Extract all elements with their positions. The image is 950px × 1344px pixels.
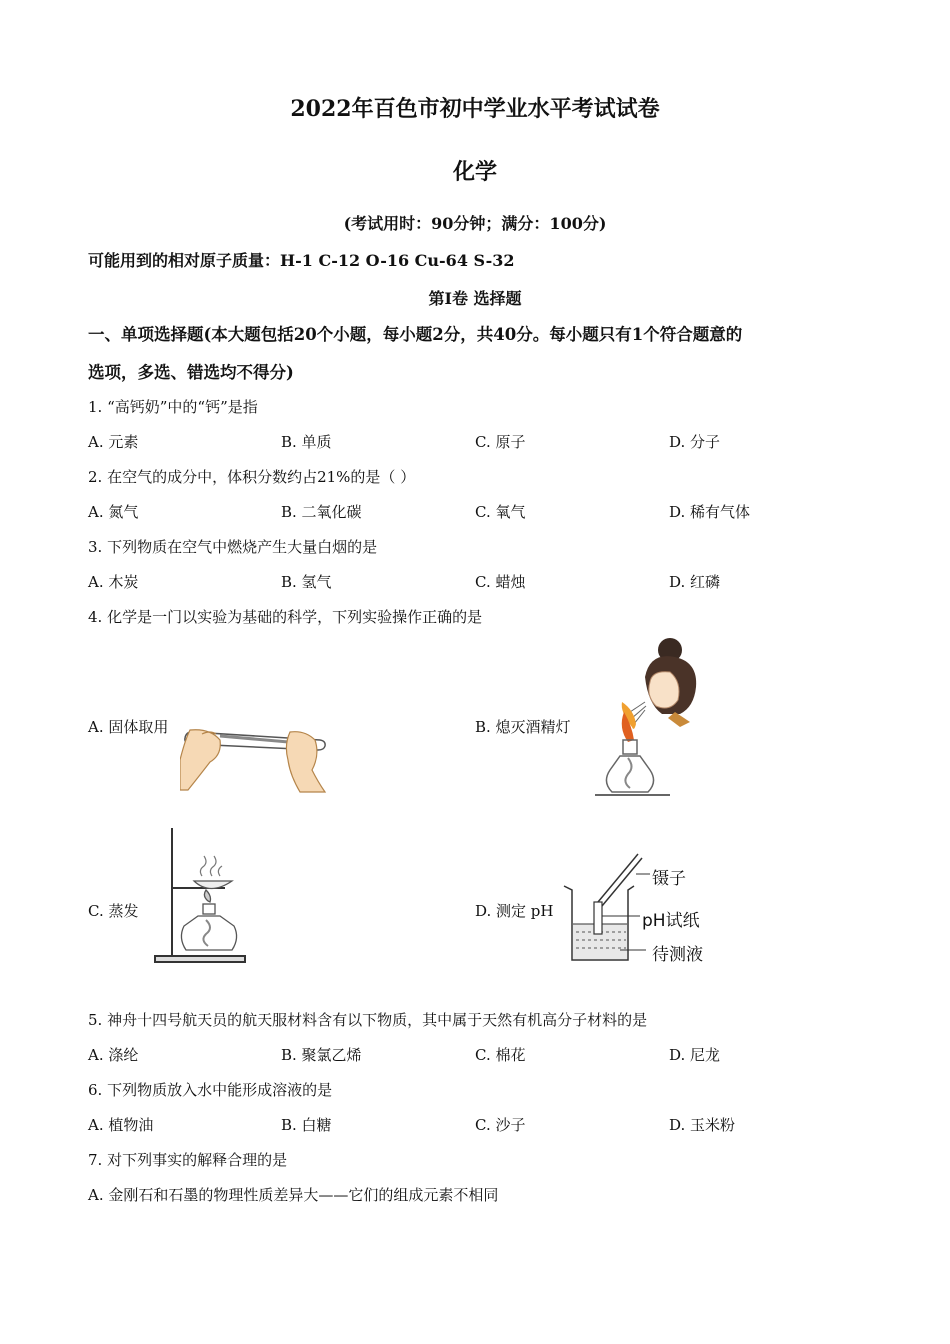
question-6: 6. 下列物质放入水中能形成溶液的是 (88, 1081, 333, 1099)
q4-option-c[interactable]: C. 蒸发 (88, 902, 139, 920)
question-5: 5. 神舟十四号航天员的航天服材料含有以下物质，其中属于天然有机高分子材料的是 (88, 1011, 648, 1029)
q4-option-b[interactable]: B. 熄灭酒精灯 (475, 718, 571, 736)
ph-paper-icon (594, 902, 602, 934)
q2-option-c[interactable]: C. 氧气 (475, 503, 526, 521)
q4-option-a[interactable]: A. 固体取用 (88, 718, 169, 736)
q1-option-d[interactable]: D. 分子 (669, 433, 721, 451)
tweezers-label: 镊子 (652, 869, 686, 889)
q6-option-c[interactable]: C. 沙子 (475, 1116, 526, 1134)
alcohol-lamp-icon (181, 890, 236, 950)
question-1: 1. “高钙奶”中的“钙”是指 (88, 398, 258, 416)
q1-option-a[interactable]: A. 元素 (88, 433, 139, 451)
alcohol-lamp-icon (595, 740, 670, 795)
blowing-lamp-figure (590, 632, 705, 802)
q5-option-d[interactable]: D. 尼龙 (669, 1046, 721, 1064)
q3-option-d[interactable]: D. 红磷 (669, 573, 721, 591)
q5-option-b[interactable]: B. 聚氯乙烯 (281, 1046, 362, 1064)
question-3: 3. 下列物质在空气中燃烧产生大量白烟的是 (88, 538, 378, 556)
section-instructions-line2: 选项，多选、错选均不得分) (88, 363, 294, 382)
q5-option-a[interactable]: A. 涤纶 (88, 1046, 139, 1064)
exam-title: 2022年百色市初中学业水平考试试卷 (290, 96, 660, 122)
tweezers-icon (598, 854, 642, 906)
q3-option-b[interactable]: B. 氢气 (281, 573, 332, 591)
q6-option-d[interactable]: D. 玉米粉 (669, 1116, 736, 1134)
solid-handling-figure (180, 700, 330, 795)
q2-option-b[interactable]: B. 二氧化碳 (281, 503, 362, 521)
iron-stand-icon (155, 828, 245, 962)
q5-option-c[interactable]: C. 棉花 (475, 1046, 526, 1064)
exam-info: (考试用时：90分钟；满分：100分) (343, 214, 607, 233)
steam-icon (200, 856, 222, 876)
atomic-masses: 可能用到的相对原子质量：H-1 C-12 O-16 Cu-64 S-32 (88, 251, 515, 270)
q3-option-c[interactable]: C. 蜡烛 (475, 573, 526, 591)
test-liquid-label: 待测液 (652, 945, 703, 965)
person-head-icon (645, 638, 696, 727)
evaporation-figure (150, 826, 250, 966)
q2-option-a[interactable]: A. 氮气 (88, 503, 139, 521)
ph-paper-label: pH试纸 (642, 911, 700, 931)
q1-option-b[interactable]: B. 单质 (281, 433, 332, 451)
question-2: 2. 在空气的成分中，体积分数约占21%的是（ ） (88, 468, 416, 486)
q2-option-d[interactable]: D. 稀有气体 (669, 503, 751, 521)
q1-option-c[interactable]: C. 原子 (475, 433, 526, 451)
right-hand-icon (286, 732, 325, 792)
q6-option-b[interactable]: B. 白糖 (281, 1116, 332, 1134)
q4-option-d[interactable]: D. 测定 pH (475, 902, 554, 920)
question-4: 4. 化学是一门以实验为基础的科学，下列实验操作正确的是 (88, 608, 483, 626)
question-7: 7. 对下列事实的解释合理的是 (88, 1151, 288, 1169)
q7-option-a[interactable]: A. 金刚石和石墨的物理性质差异大——它们的组成元素不相同 (88, 1186, 499, 1204)
left-hand-icon (180, 730, 220, 790)
q6-option-a[interactable]: A. 植物油 (88, 1116, 154, 1134)
flame-icon (622, 702, 636, 742)
subject-title: 化学 (452, 159, 497, 185)
q3-option-a[interactable]: A. 木炭 (88, 573, 139, 591)
section-instructions-line1: 一、单项选择题(本大题包括20个小题，每小题2分，共40分。每小题只有1个符合题意的 (88, 325, 743, 344)
volume-heading: 第Ⅰ卷 选择题 (428, 289, 522, 308)
